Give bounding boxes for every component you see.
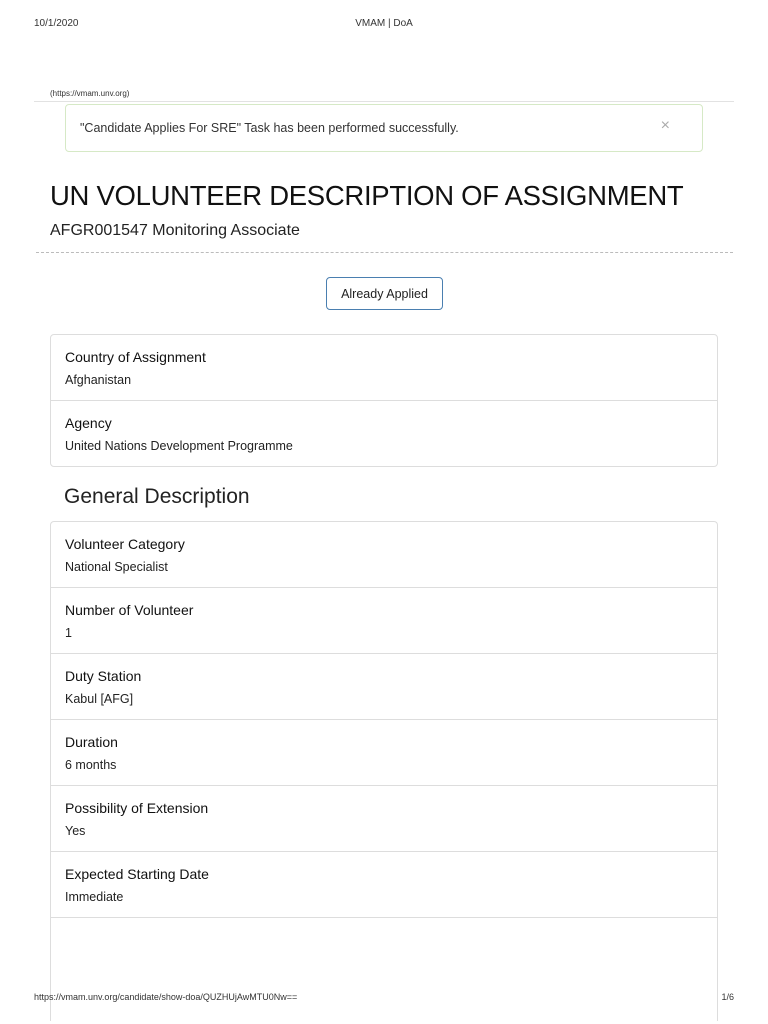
field-value: Yes (65, 824, 86, 838)
field-label: Expected Starting Date (65, 866, 209, 882)
footer-url: https://vmam.unv.org/candidate/show-doa/QUZHUjAwMTU0Nw== (34, 992, 298, 1002)
close-icon[interactable]: × (660, 117, 670, 134)
field-volunteer-category (51, 522, 717, 588)
field-value: 1 (65, 626, 72, 640)
already-applied-button[interactable]: Already Applied (326, 277, 443, 310)
field-value: United Nations Development Programme (65, 439, 293, 453)
field-label: Duty Station (65, 668, 142, 684)
field-expected-starting-date (51, 852, 717, 918)
field-label: Volunteer Category (65, 536, 185, 552)
field-label: Country of Assignment (65, 349, 206, 365)
footer-page-number: 1/6 (721, 992, 734, 1002)
print-date: 10/1/2020 (34, 18, 79, 29)
field-country-of-assignment (51, 335, 717, 401)
navbar-divider (34, 101, 734, 102)
assignment-panel (50, 334, 718, 467)
field-number-of-volunteer (51, 588, 717, 654)
field-agency (51, 401, 717, 467)
field-value: Immediate (65, 890, 124, 904)
field-label: Agency (65, 415, 112, 431)
print-header (0, 18, 768, 32)
section-divider (36, 252, 733, 253)
field-duty-station (51, 654, 717, 720)
field-value: Afghanistan (65, 373, 132, 387)
page-subtitle: AFGR001547 Monitoring Associate (50, 222, 300, 239)
field-possibility-of-extension (51, 786, 717, 852)
success-alert (65, 104, 703, 152)
field-value: National Specialist (65, 560, 168, 574)
print-footer (0, 992, 768, 1006)
field-value: 6 months (65, 758, 117, 772)
field-label: Possibility of Extension (65, 800, 209, 816)
alert-message: "Candidate Applies For SRE" Task has been performed successfully. (80, 121, 459, 135)
page-title: UN VOLUNTEER DESCRIPTION OF ASSIGNMENT (50, 180, 684, 211)
field-label: Duration (65, 734, 118, 750)
home-link[interactable]: (https://vmam.unv.org) (50, 89, 130, 98)
general-description-panel (50, 521, 718, 1021)
print-title: VMAM | DoA (355, 18, 413, 29)
general-description-heading: General Description (64, 485, 250, 508)
field-label: Number of Volunteer (65, 602, 194, 618)
field-value: Kabul [AFG] (65, 692, 134, 706)
field-duration (51, 720, 717, 786)
